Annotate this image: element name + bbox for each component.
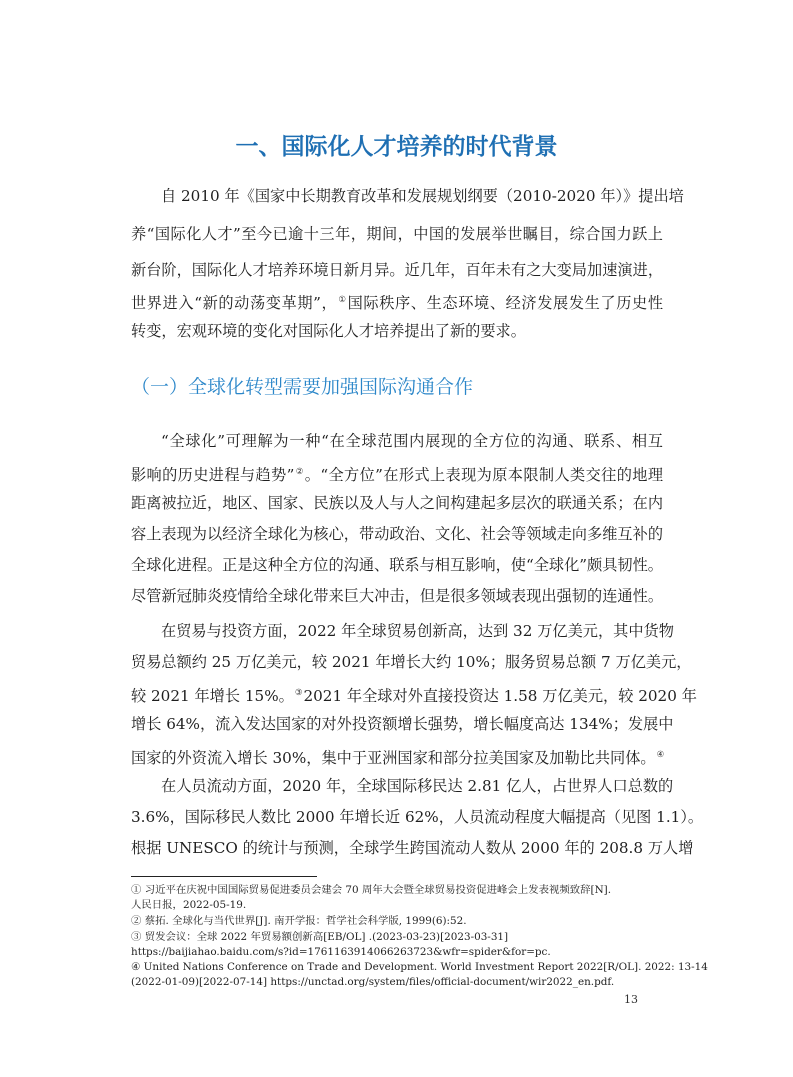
paragraph-3-line-3 (131, 683, 697, 706)
footnote-4-line-2[interactable]: (2022-01-09)[2022-07-14] https://unctad.org/system/files/official-document/wir2022_en.pdf. (131, 976, 615, 988)
paragraph-2-line-3: 距离被拉近，地区、国家、民族以及人与人之间构建起多层次的联通关系；在内 (131, 494, 663, 512)
text-span: 国际秩序、生态环境、经济发展发生了历史性 (347, 294, 664, 312)
paragraph-2-line-5: 全球化进程。正是这种全方位的沟通、联系与相互影响，使“全球化”颇具韧性。 (131, 556, 663, 574)
paragraph-2-line-2 (131, 462, 663, 485)
paragraph-1-line-5: 转变，宏观环境的变化对国际化人才培养提出了新的要求。 (131, 322, 526, 340)
paragraph-1-line-4 (131, 290, 663, 313)
text-span: 。“全方位”在形式上表现为原本限制人类交往的地理 (304, 466, 664, 484)
paragraph-1-line-3: 新台阶，国际化人才培养环境日新月异。近几年，百年未有之大变局加速演进， (131, 261, 663, 279)
footnote-ref-2[interactable]: ② (295, 467, 304, 477)
footnote-1-line-1: ① 习近平在庆祝中国国际贸易促进委员会建会 70 周年大会暨全球贸易投资促进峰会上发表视频致辞[N]. (131, 884, 612, 896)
chapter-title: 一、国际化人才培养的时代背景 (235, 134, 558, 160)
footnote-3-line-1: ③ 贸发会议：全球 2022 年贸易额创新高[EB/OL] .(2023-03-23)[2023-03-31] (131, 931, 509, 943)
footnote-2: ② 蔡拓. 全球化与当代世界[J]. 南开学报：哲学社会科学版, 1999(6):52. (131, 915, 467, 927)
text-span: 2021 年全球对外直接投资达 1.58 万亿美元，较 2020 年 (303, 687, 697, 705)
text-span: 较 2021 年增长 15%。 (131, 687, 294, 705)
text-span: 影响的历史进程与趋势” (131, 466, 295, 484)
footnote-ref-3[interactable]: ③ (294, 688, 303, 698)
text-span: 世界进入“新的动荡变革期”， (131, 294, 338, 312)
paragraph-4-line-3: 根据 UNESCO 的统计与预测，全球学生跨国流动人数从 2000 年的 208.8 万人增 (131, 839, 694, 857)
paragraph-3-line-1: 在贸易与投资方面，2022 年全球贸易创新高，达到 32 万亿美元，其中货物 (161, 622, 674, 640)
paragraph-2-line-4: 容上表现为以经济全球化为核心，带动政治、文化、社会等领域走向多维互补的 (131, 525, 663, 543)
footnote-ref-1[interactable]: ① (338, 295, 347, 305)
footnote-divider (131, 876, 317, 877)
paragraph-1-line-2: 养“国际化人才”至今已逾十三年，期间，中国的发展举世瞩目，综合国力跃上 (131, 225, 663, 243)
footnote-1-line-2: 人民日报，2022-05-19. (131, 899, 247, 911)
paragraph-2-line-6: 尽管新冠肺炎疫情给全球化带来巨大冲击，但是很多领域表现出强韧的连通性。 (131, 587, 663, 605)
page-number: 13 (624, 993, 638, 1006)
paragraph-3-line-2: 贸易总额约 25 万亿美元，较 2021 年增长大约 10%；服务贸易总额 7 万亿美元， (131, 653, 692, 671)
footnote-4-line-1: ④ United Nations Conference on Trade and Development. World Investment Report 2022[R/OL]. 2022: 13-14 (131, 961, 708, 973)
paragraph-3-line-5 (131, 745, 663, 768)
paragraph-4-line-2: 3.6%，国际移民人数比 2000 年增长近 62%，人员流动程度大幅提高（见图 1.1）。 (131, 808, 704, 826)
section-title: （一）全球化转型需要加强国际沟通合作 (131, 376, 474, 398)
footnote-3-line-2[interactable]: https://baijiahao.baidu.com/s?id=1761163914066263723&wfr=spider&for=pc. (131, 946, 551, 958)
paragraph-4-line-1: 在人员流动方面，2020 年，全球国际移民达 2.81 亿人，占世界人口总数的 (161, 777, 674, 795)
paragraph-1-line-1: 自 2010 年《国家中长期教育改革和发展规划纲要（2010-2020 年）》提出培 (161, 187, 684, 205)
paragraph-3-line-4: 增长 64%，流入发达国家的对外投资额增长强势，增长幅度高达 134%；发展中 (131, 715, 674, 733)
text-span: 国家的外资流入增长 30%，集中于亚洲国家和部分拉美国家及加勒比共同体。 (131, 749, 656, 767)
paragraph-2-line-1: “全球化”可理解为一种“在全球范围内展现的全方位的沟通、联系、相互 (161, 432, 663, 450)
footnote-ref-4[interactable]: ④ (656, 750, 665, 760)
